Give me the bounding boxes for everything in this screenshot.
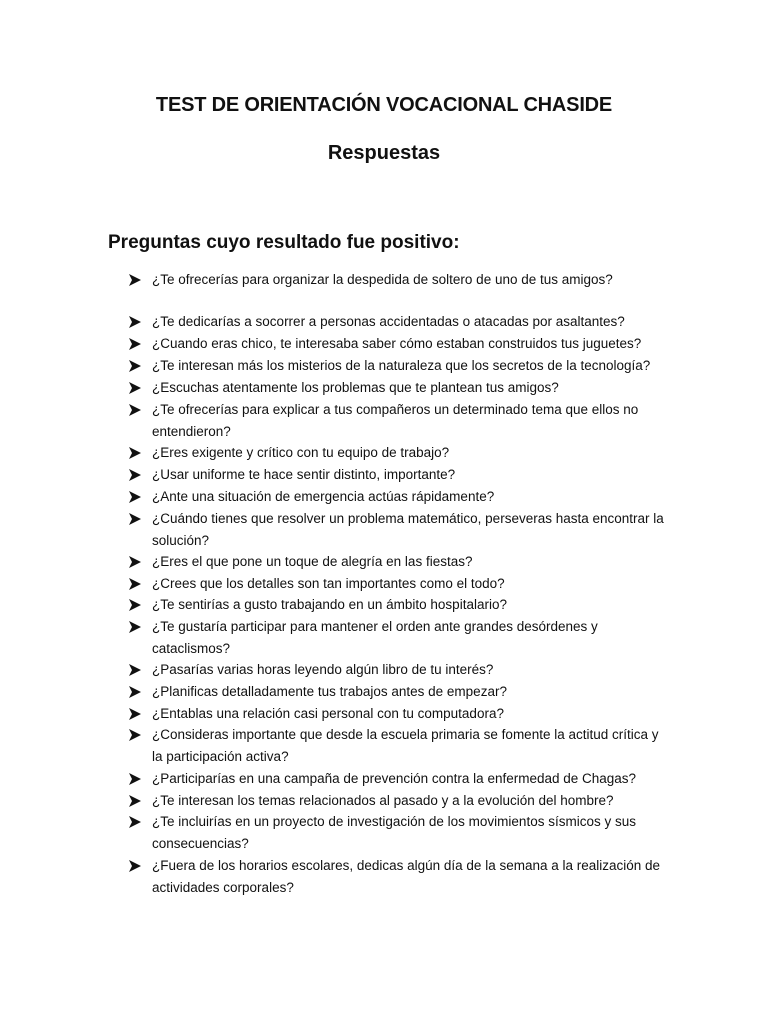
question-text: ¿Escuchas atentamente los problemas que te plantean tus amigos? — [152, 380, 559, 395]
list-item — [129, 269, 669, 291]
list-item — [129, 594, 669, 616]
list-item — [129, 355, 669, 377]
question-text: ¿Planificas detalladamente tus trabajos antes de empezar? — [152, 684, 507, 699]
arrowhead-bullet-icon — [129, 681, 143, 703]
question-text: ¿Te ofrecerías para explicar a tus compañeros un determinado tema que ellos no entendieron? — [152, 402, 639, 439]
list-item — [129, 768, 669, 790]
list-item — [129, 486, 669, 508]
arrowhead-bullet-icon — [129, 768, 143, 790]
list-item — [129, 790, 669, 812]
list-item — [129, 311, 669, 333]
arrowhead-bullet-icon — [129, 551, 143, 573]
list-item — [129, 508, 669, 552]
arrowhead-bullet-icon — [129, 464, 143, 486]
list-item — [129, 616, 669, 660]
section-heading: Preguntas cuyo resultado fue positivo: — [108, 232, 460, 253]
list-item — [129, 442, 669, 464]
question-text: ¿Te interesan más los misterios de la naturaleza que los secretos de la tecnología? — [152, 358, 651, 373]
question-text: ¿Te gustaría participar para mantener el orden ante grandes desórdenes y cataclismos? — [152, 619, 598, 656]
arrowhead-bullet-icon — [129, 355, 143, 377]
question-text: ¿Te sentirías a gusto trabajando en un ámbito hospitalario? — [152, 597, 507, 612]
list-item — [129, 724, 669, 768]
arrowhead-bullet-icon — [129, 594, 143, 616]
arrowhead-bullet-icon — [129, 377, 143, 399]
arrowhead-bullet-icon — [129, 442, 143, 464]
list-item — [129, 659, 669, 681]
arrowhead-bullet-icon — [129, 790, 143, 812]
arrowhead-bullet-icon — [129, 703, 143, 725]
question-text: ¿Te interesan los temas relacionados al pasado y a la evolución del hombre? — [152, 793, 614, 808]
question-text: ¿Pasarías varias horas leyendo algún libro de tu interés? — [152, 662, 494, 677]
document-subtitle: Respuestas — [327, 142, 441, 164]
document-title: TEST DE ORIENTACIÓN VOCACIONAL CHASIDE — [155, 94, 613, 116]
arrowhead-bullet-icon — [129, 269, 143, 291]
list-item — [129, 703, 669, 725]
question-text: ¿Consideras importante que desde la escuela primaria se fomente la actitud crítica y la participación activa? — [152, 727, 659, 764]
question-text: ¿Participarías en una campaña de prevención contra la enfermedad de Chagas? — [152, 771, 637, 786]
arrowhead-bullet-icon — [129, 399, 143, 421]
question-text: ¿Cuando eras chico, te interesaba saber cómo estaban construidos tus juguetes? — [152, 336, 642, 351]
question-text: ¿Te incluirías en un proyecto de investigación de los movimientos sísmicos y sus consecuencias? — [152, 814, 636, 851]
arrowhead-bullet-icon — [129, 311, 143, 333]
arrowhead-bullet-icon — [129, 855, 143, 877]
question-text: ¿Fuera de los horarios escolares, dedicas algún día de la semana a la realización de actividades corporales? — [152, 858, 661, 895]
question-text: ¿Eres exigente y crítico con tu equipo de trabajo? — [152, 445, 450, 460]
list-item — [129, 855, 669, 899]
arrowhead-bullet-icon — [129, 573, 143, 595]
arrowhead-bullet-icon — [129, 811, 143, 833]
question-text: ¿Cuándo tienes que resolver un problema matemático, perseveras hasta encontrar la solución? — [152, 511, 664, 548]
question-text: ¿Usar uniforme te hace sentir distinto, importante? — [152, 467, 456, 482]
question-text: ¿Crees que los detalles son tan importantes como el todo? — [152, 576, 505, 591]
arrowhead-bullet-icon — [129, 724, 143, 746]
question-text: ¿Eres el que pone un toque de alegría en las fiestas? — [152, 554, 473, 569]
list-item — [129, 573, 669, 595]
list-item — [129, 399, 669, 443]
question-text: ¿Entablas una relación casi personal con tu computadora? — [152, 706, 504, 721]
arrowhead-bullet-icon — [129, 659, 143, 681]
list-item — [129, 551, 669, 573]
arrowhead-bullet-icon — [129, 333, 143, 355]
question-text: ¿Ante una situación de emergencia actúas rápidamente? — [152, 489, 495, 504]
list-item — [129, 811, 669, 855]
arrowhead-bullet-icon — [129, 486, 143, 508]
list-item — [129, 681, 669, 703]
list-item — [129, 333, 669, 355]
list-item — [129, 464, 669, 486]
question-text: ¿Te dedicarías a socorrer a personas accidentadas o atacadas por asaltantes? — [152, 314, 625, 329]
question-text: ¿Te ofrecerías para organizar la despedida de soltero de uno de tus amigos? — [152, 272, 613, 287]
list-item — [129, 377, 669, 399]
arrowhead-bullet-icon — [129, 616, 143, 638]
arrowhead-bullet-icon — [129, 508, 143, 530]
